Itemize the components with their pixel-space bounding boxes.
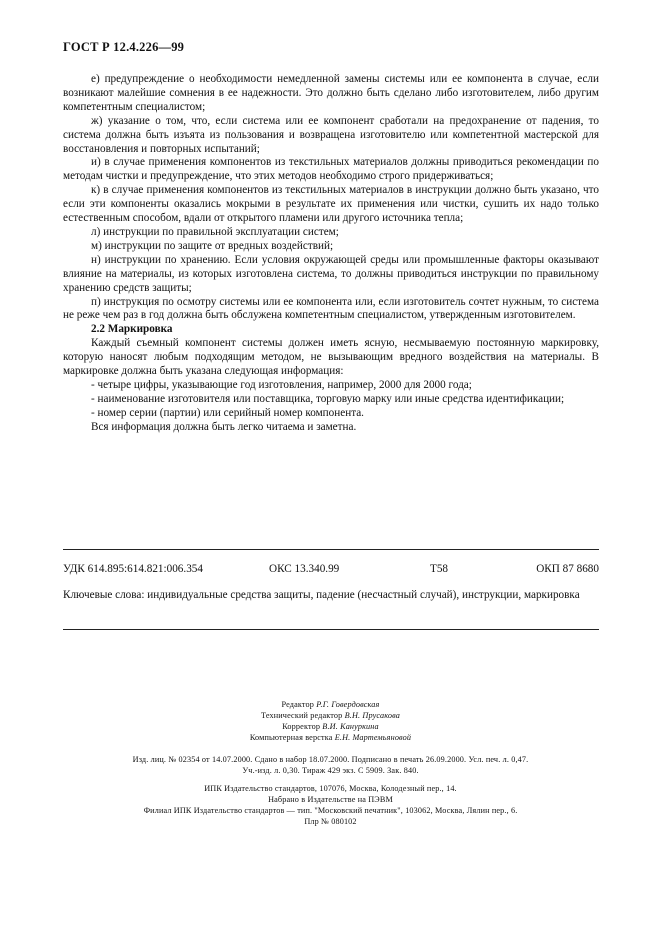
publisher-line-2: Набрано в Издательстве на ПЭВМ bbox=[268, 795, 393, 804]
list-item-l: л) инструкции по правильной эксплуатации систем; bbox=[91, 225, 339, 238]
marking-item-serial: - номер серии (партии) или серийный номер компонента. bbox=[91, 406, 364, 419]
list-item-p: п) инструкция по осмотру системы или ее компонента или, если изготовитель сочтет нужным, то система не реже чем раз в год должна быть обслужена компетентным специалистом, утвержденным изготовителем. bbox=[63, 295, 599, 322]
imprint-tech-editor: Технический редактор В.Н. Прусакова bbox=[260, 711, 400, 720]
marking-item-year: - четыре цифры, указывающие год изготовления, например, 2000 для 2000 года; bbox=[91, 378, 472, 391]
list-item-n: н) инструкции по хранению. Если условия окружающей среды или промышленные факторы оказывают влияние на материалы, из которых изготовлена система, то должны приводиться инструкции по правильному хранению средств защиты; bbox=[63, 253, 599, 294]
okp-code: ОКП 87 8680 bbox=[536, 563, 599, 575]
udk-code: УДК 614.895:614.821:006.354 bbox=[63, 563, 203, 575]
print-line-1: Изд. лиц. № 02354 от 14.07.2000. Сдано в набор 18.07.2000. Подписано в печать 26.09.2000. Усл. печ. л. 0,47. bbox=[132, 755, 529, 764]
divider-top bbox=[63, 549, 599, 550]
imprint-print-data bbox=[0, 754, 661, 776]
imprint-editor: Редактор Р.Г. Говердовская bbox=[281, 700, 380, 709]
section-heading-marking: 2.2 Маркировка bbox=[91, 323, 173, 336]
imprint-layout: Компьютерная верстка Е.Н. Мартемьяновой bbox=[249, 733, 412, 742]
marking-item-manufacturer: - наименование изготовителя или поставщика, торговую марку или иные средства идентификации; bbox=[91, 392, 565, 405]
divider-bottom bbox=[63, 629, 599, 630]
imprint-publisher bbox=[0, 783, 661, 827]
oks-code: ОКС 13.340.99 bbox=[269, 563, 340, 575]
group-code: Т58 bbox=[430, 563, 449, 575]
list-item-m: м) инструкции по защите от вредных воздействий; bbox=[91, 239, 334, 252]
imprint-corrector: Корректор В.И. Кануркина bbox=[282, 722, 379, 731]
document-body bbox=[63, 73, 599, 435]
print-line-2: Уч.-изд. л. 0,30. Тираж 429 экз. С 5909. Зак. 840. bbox=[242, 766, 419, 775]
list-item-k: к) в случае применения компонентов из текстильных материалов в инструкции должно быть указано, что если эти компоненты оказались мокрыми в результате их применения или чистки, сушить их надо только естественным способом, вдали от открытого пламени или другого источника тепла; bbox=[63, 184, 599, 225]
imprint-staff bbox=[0, 699, 661, 743]
list-item-e: е) предупреждение о необходимости немедленной замены системы или ее компонента в случае, если возникают малейшие сомнения в ее надежности. Это должно быть сделано либо изготовителем, либо другим компетентным специалистом; bbox=[63, 73, 599, 113]
marking-closing: Вся информация должна быть легко читаема и заметна. bbox=[91, 420, 357, 433]
marking-paragraph: Каждый съемный компонент системы должен иметь ясную, несмываемую постоянную маркировку, которую наносят любым подходящим методом, не вызывающим вредного воздействия на материалы. В маркировке должна быть указана следующая информация: bbox=[63, 337, 599, 378]
list-item-i: и) в случае применения компонентов из текстильных материалов должны приводиться рекомендации по методам чистки и предупреждение, что этих методов необходимо строго придерживаться; bbox=[63, 156, 599, 183]
list-item-zh: ж) указание о том, что, если система или ее компонент сработали на предохранение от падения, то система должна быть изъята из пользования и возвращена изготовителю или компетентной мастерской для восстановления и повторных испытаний; bbox=[63, 114, 599, 155]
publisher-line-1: ИПК Издательство стандартов, 107076, Москва, Колодезный пер., 14. bbox=[204, 784, 457, 793]
publisher-line-3: Филиал ИПК Издательство стандартов — тип. "Московский печатник", 103062, Москва, Лялин пер., 6. bbox=[143, 806, 518, 815]
document-header: ГОСТ Р 12.4.226—99 bbox=[63, 40, 185, 54]
publisher-line-4: Плр № 080102 bbox=[304, 817, 357, 826]
keywords: Ключевые слова: индивидуальные средства защиты, падение (несчастный случай), инструкции, маркировка bbox=[63, 589, 580, 601]
